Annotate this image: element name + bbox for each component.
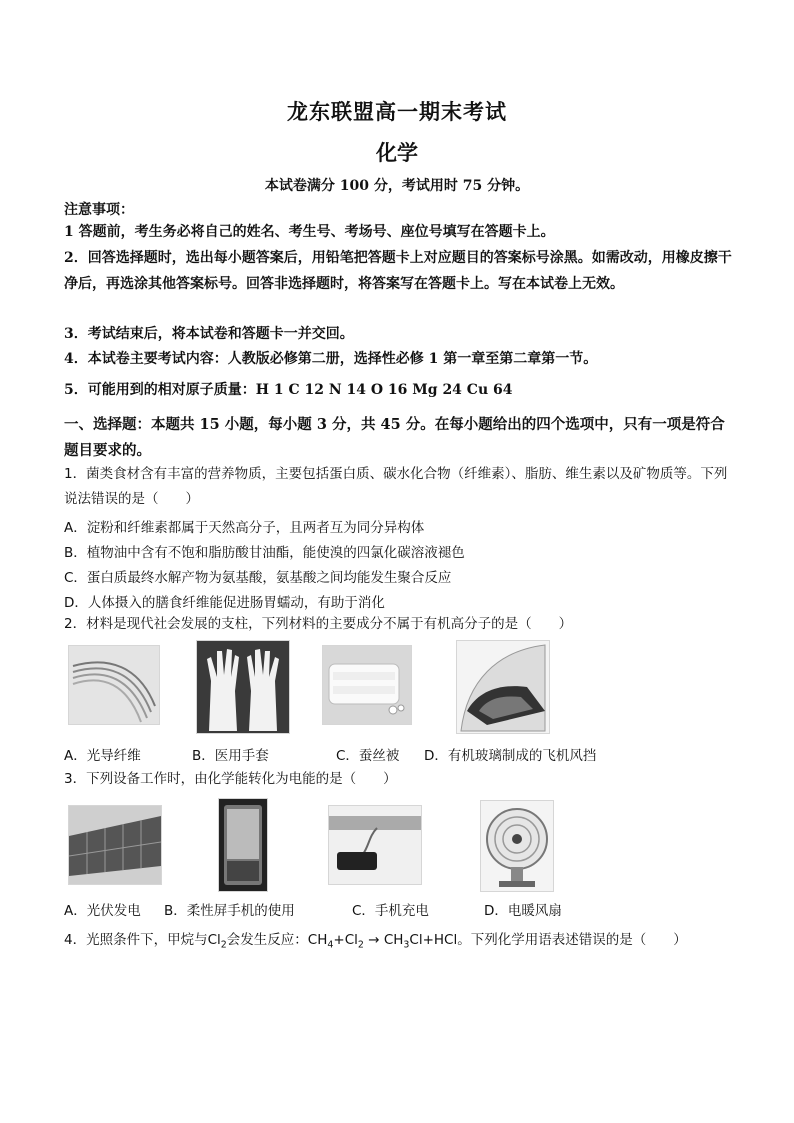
electric-heater-image bbox=[480, 800, 554, 892]
aircraft-windshield-image bbox=[456, 640, 550, 734]
q4-sub-4: 4 bbox=[327, 939, 334, 951]
question-2-stem: 2．材料是现代社会发展的支柱，下列材料的主要成分不属于有机高分子的是（ ） bbox=[64, 616, 573, 632]
notes-heading: 注意事项： bbox=[64, 202, 134, 218]
question-3-option-c: C．手机充电 bbox=[352, 903, 429, 919]
question-3-option-b: B．柔性屏手机的使用 bbox=[164, 903, 295, 919]
question-1-option-c: C．蛋白质最终水解产物为氨基酸，氨基酸之间均能发生聚合反应 bbox=[64, 570, 452, 586]
section-heading: 一、选择题：本题共 15 小题，每小题 3 分，共 45 分。在每小题给出的四个选项中，只有一项是符合题目要求的。 bbox=[64, 416, 725, 459]
phone-charging-image bbox=[328, 805, 422, 885]
question-3-stem: 3．下列设备工作时，由化学能转化为电能的是（ ） bbox=[64, 771, 397, 787]
subject-title: 化学 bbox=[376, 140, 418, 165]
q4-text-1: 4．光照条件下，甲烷与 bbox=[64, 932, 208, 948]
silk-quilt-image bbox=[322, 645, 412, 725]
note-2: 2．回答选择题时，选出每小题答案后，用铅笔把答题卡上对应题目的答案标号涂黑。如需改动，用橡皮擦干净后，再选涂其他答案标号。回答非选择题时，将答案写在答题卡上。写在本试卷上无效。 bbox=[64, 250, 732, 292]
q4-product-rest: Cl+HCl bbox=[409, 932, 458, 948]
solar-panel-image bbox=[68, 805, 162, 885]
question-4-stem bbox=[64, 928, 754, 958]
flexible-phone-image bbox=[218, 798, 268, 892]
q4-plus-cl: +Cl bbox=[333, 932, 358, 948]
optical-fiber-image bbox=[68, 645, 160, 725]
question-1-stem: 1．菌类食材含有丰富的营养物质，主要包括蛋白质、碳水化合物（纤维素）、脂肪、维生素以及矿物质等。下列说法错误的是（ ） bbox=[64, 466, 728, 507]
question-2-option-d: D．有机玻璃制成的飞机风挡 bbox=[424, 748, 597, 764]
question-2-option-b: B．医用手套 bbox=[192, 748, 269, 764]
q4-arrow: → bbox=[363, 932, 384, 948]
q4-sub-2b: 2 bbox=[357, 939, 364, 951]
question-1-option-d: D．人体摄入的膳食纤维能促进肠胃蠕动，有助于消化 bbox=[64, 595, 385, 611]
question-3-option-d: D．电暖风扇 bbox=[484, 903, 562, 919]
exam-info: 本试卷满分 100 分，考试用时 75 分钟。 bbox=[264, 178, 530, 194]
medical-gloves-image bbox=[196, 640, 290, 734]
note-1: 1 答题前，考生务必将自己的姓名、考生号、考场号、座位号填写在答题卡上。 bbox=[64, 224, 555, 240]
question-1-option-a: A．淀粉和纤维素都属于天然高分子，且两者互为同分异构体 bbox=[64, 520, 425, 536]
q4-sub-3: 3 bbox=[403, 939, 410, 951]
note-4: 4．本试卷主要考试内容：人教版必修第二册，选择性必修 1 第一章至第二章第一节。 bbox=[64, 351, 598, 367]
q4-ch: CH bbox=[307, 932, 328, 948]
note-5: 5．可能用到的相对原子质量：H 1 C 12 N 14 O 16 Mg 24 Cu 64 bbox=[64, 382, 513, 398]
q4-sub-2a: 2 bbox=[220, 939, 227, 951]
q4-cl: Cl bbox=[207, 932, 221, 948]
q4-text-3: 。下列化学用语表述错误的是（ ） bbox=[457, 932, 687, 948]
question-1-option-b: B．植物油中含有不饱和脂肪酸甘油酯，能使溴的四氯化碳溶液褪色 bbox=[64, 545, 465, 561]
q4-text-2: 会发生反应： bbox=[226, 932, 308, 948]
exam-title: 龙东联盟高一期末考试 bbox=[287, 99, 507, 124]
note-3: 3．考试结束后，将本试卷和答题卡一并交回。 bbox=[64, 326, 354, 342]
question-2-option-c: C．蚕丝被 bbox=[336, 748, 400, 764]
q4-product-ch: CH bbox=[383, 932, 404, 948]
question-3-option-a: A．光伏发电 bbox=[64, 903, 141, 919]
question-2-option-a: A．光导纤维 bbox=[64, 748, 141, 764]
